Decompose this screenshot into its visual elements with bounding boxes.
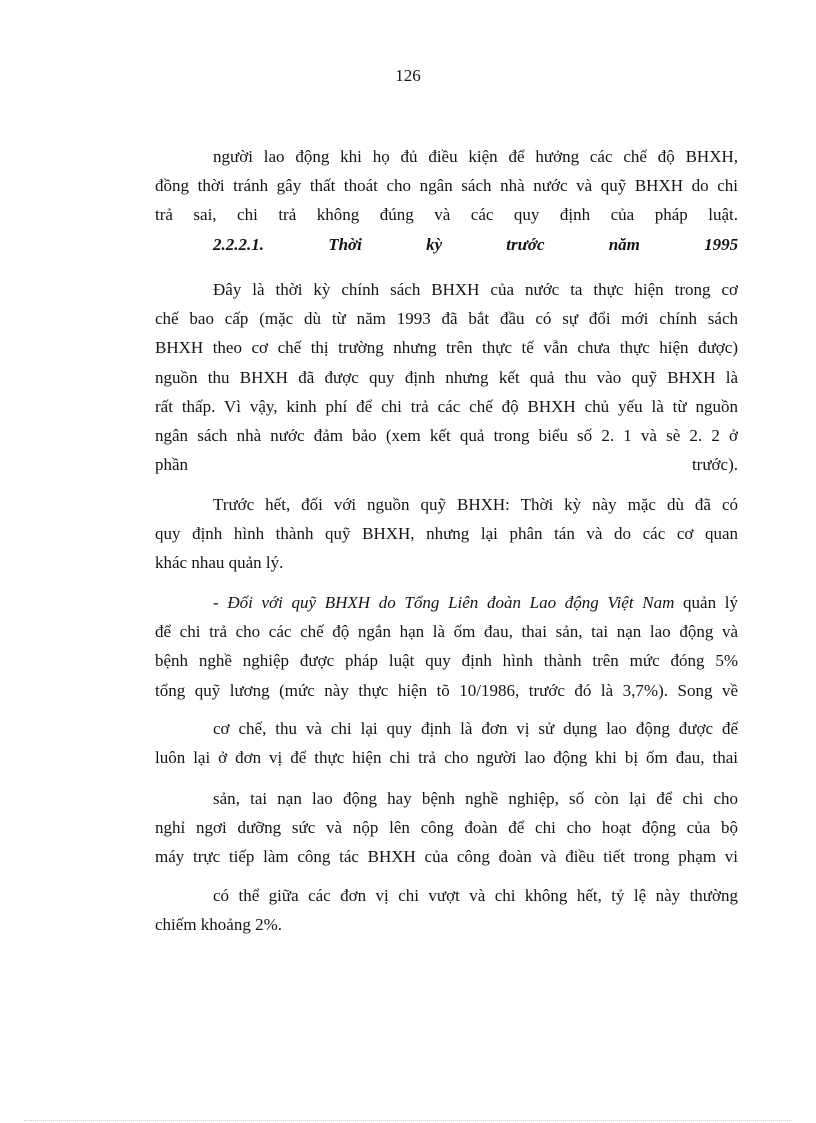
text-line — [155, 588, 738, 617]
text-line — [155, 450, 738, 479]
text-line: Đây là thời kỳ chính sách BHXH của nước ta thực hiện trong cơ — [213, 280, 738, 299]
paragraph-6 — [155, 784, 738, 872]
heading-word: Thời — [328, 234, 362, 254]
text-line: nghỉ ngơi dưỡng sức và nộp lên công đoàn để chi cho hoạt động của bộ — [155, 818, 738, 838]
text-line: để chi trả cho các chế độ ngắn hạn là ốm đau, thai sản, tai nạn lao động và — [155, 622, 738, 642]
heading-word: trước — [506, 234, 545, 254]
text-line: ngân sách nhà nước đảm bảo (xem kết quả trong biểu số 2. 1 và sè 2. 2 ở — [155, 425, 738, 445]
text-line: Trước hết, đối với nguồn quỹ BHXH: Thời kỳ này mặc dù đã có — [213, 495, 738, 514]
paragraph-3 — [155, 490, 738, 578]
text-line: rất thấp. Vì vậy, kinh phí để chi trả các chế độ BHXH chủ yếu là từ nguồn — [155, 396, 738, 416]
text-line: máy trực tiếp làm công tác BHXH của công đoàn và điều tiết trong phạm vi — [155, 847, 738, 867]
heading-word: 1995 — [704, 234, 738, 254]
text-line: trả sai, chi trả không đúng và các quy định của pháp luật. — [155, 205, 738, 225]
italic-phrase: - Đối với quỹ BHXH do Tổng Liên đoàn Lao động Việt Nam — [213, 593, 675, 612]
paragraph-5 — [155, 714, 738, 772]
paragraph-2 — [155, 275, 738, 479]
text-line: tổng quỹ lương (mức này thực hiện tõ 10/1986, trước đó là 3,7%). Song về — [155, 680, 738, 700]
text-line: quy định hình thành quỹ BHXH, nhưng lại phân tán và do các cơ quan — [155, 524, 738, 544]
text-line: cơ chế, thu và chi lại quy định là đơn vị sử dụng lao động được để — [213, 719, 738, 738]
text-fragment: quản lý — [674, 593, 738, 612]
paragraph-7 — [155, 881, 738, 939]
page-number: 126 — [395, 66, 421, 85]
heading-word: năm — [608, 234, 640, 254]
section-heading — [155, 230, 738, 259]
text-line: chế bao cấp (mặc dù từ năm 1993 đã bắt đầu có sự đổi mới chính sách — [155, 309, 738, 329]
text-line: sản, tai nạn lao động hay bệnh nghề nghiệp, số còn lại để chi cho — [213, 789, 738, 808]
text-line: nguồn thu BHXH đã được quy định nhưng kết quả thu vào quỹ BHXH là — [155, 367, 738, 387]
text-line: luôn lại ở đơn vị để thực hiện chi trả cho người lao động khi bị ốm đau, thai — [155, 748, 738, 768]
text-word: phần — [155, 455, 189, 475]
page-bottom-rule — [24, 1120, 792, 1121]
text-line: bệnh nghề nghiệp được pháp luật quy định hình thành trên mức đóng 5% — [155, 651, 738, 671]
text-line: khác nhau quản lý. — [155, 553, 284, 573]
text-line: người lao động khi họ đủ điều kiện để hưởng các chế độ BHXH, — [213, 147, 738, 166]
text-line: chiếm khoảng 2%. — [155, 915, 282, 935]
paragraph-1 — [155, 142, 738, 259]
text-line: có thể giữa các đơn vị chi vượt và chi không hết, tỷ lệ này thường — [213, 886, 738, 905]
text-word: trước). — [691, 455, 738, 475]
text-line: BHXH theo cơ chế thị trường nhưng trên thực tế vẫn chưa thực hiện được) — [155, 338, 738, 358]
heading-word: kỳ — [426, 234, 443, 254]
heading-number: 2.2.2.1. — [213, 234, 264, 254]
text-line: đồng thời tránh gây thất thoát cho ngân sách nhà nước và quỹ BHXH do chi — [155, 176, 738, 196]
paragraph-4 — [155, 588, 738, 705]
